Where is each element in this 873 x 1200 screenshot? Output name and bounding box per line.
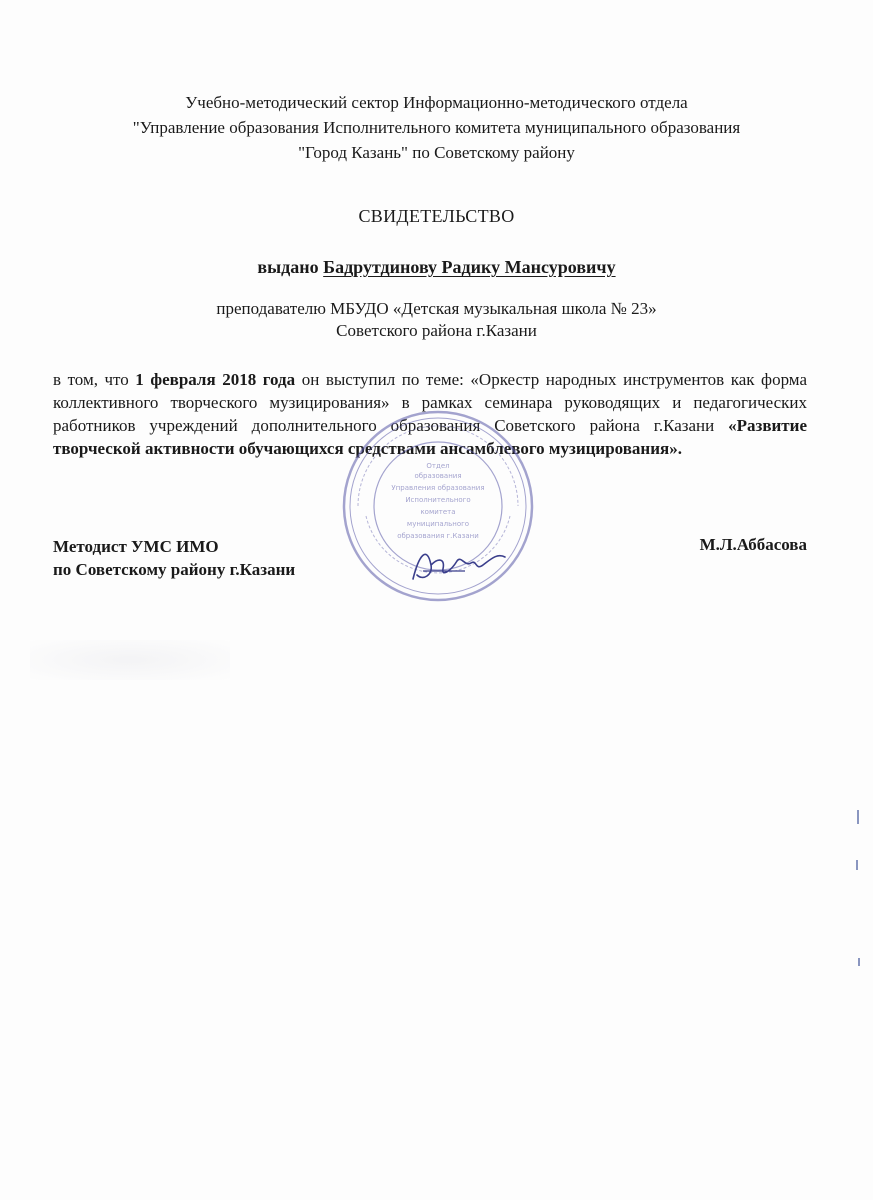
body-part-1: в том, что — [53, 370, 136, 389]
seminar-title: «Развитие творческой активности обучающихся средствами ансамблевого музицирования». — [53, 416, 807, 458]
stamp-text-4: Исполнительного — [405, 496, 471, 504]
document-title: СВИДЕТЕЛЬСТВО — [358, 206, 515, 226]
scan-smudge — [30, 640, 230, 680]
position-line-1: преподавателю МБУДО «Детская музыкальная школа № 23» — [216, 299, 657, 318]
issuing-organization-header — [0, 90, 873, 165]
recipient-position — [0, 298, 873, 342]
stamp-text-2: образования — [414, 472, 462, 480]
position-line-2: Советского района г.Казани — [336, 321, 537, 340]
stamp-text-7: образования г.Казани — [397, 532, 479, 540]
scan-edge-mark — [858, 958, 860, 966]
event-date: 1 февраля 2018 года — [135, 370, 296, 389]
header-line-2: "Управление образования Исполнительного комитета муниципального образования — [132, 118, 741, 137]
recipient-name: Бадрутдинову Радику Мансуровичу — [323, 257, 616, 277]
stamp-text-6: муниципального — [406, 520, 470, 528]
issued-prefix: выдано — [257, 257, 319, 277]
stamp-text-1: Отдел — [426, 462, 450, 470]
header-line-3: "Город Казань" по Советскому району — [298, 143, 575, 162]
scan-edge-mark — [857, 810, 859, 824]
issued-to-line — [0, 257, 873, 278]
stamp-text-5: комитета — [420, 508, 456, 516]
signatory-name: М.Л.Аббасова — [699, 535, 807, 554]
signatory-role-line-2: по Советскому району г.Казани — [53, 560, 296, 579]
body-part-2: он выступил по теме: «Оркестр народных инструментов как форма коллективного творческого музицирования» в рамках семинара руководящих и педагогических работников учреждений дополнительного образования Советского района г.Казани — [53, 370, 807, 435]
stamp-text-3: Управления образования — [391, 484, 485, 492]
signatory-role — [53, 535, 295, 581]
header-line-1: Учебно-методический сектор Информационно-методического отдела — [185, 93, 688, 112]
signatory-role-line-1: Методист УМС ИМО — [53, 537, 219, 556]
handwritten-signature — [405, 535, 515, 590]
scan-edge-mark — [856, 860, 858, 870]
